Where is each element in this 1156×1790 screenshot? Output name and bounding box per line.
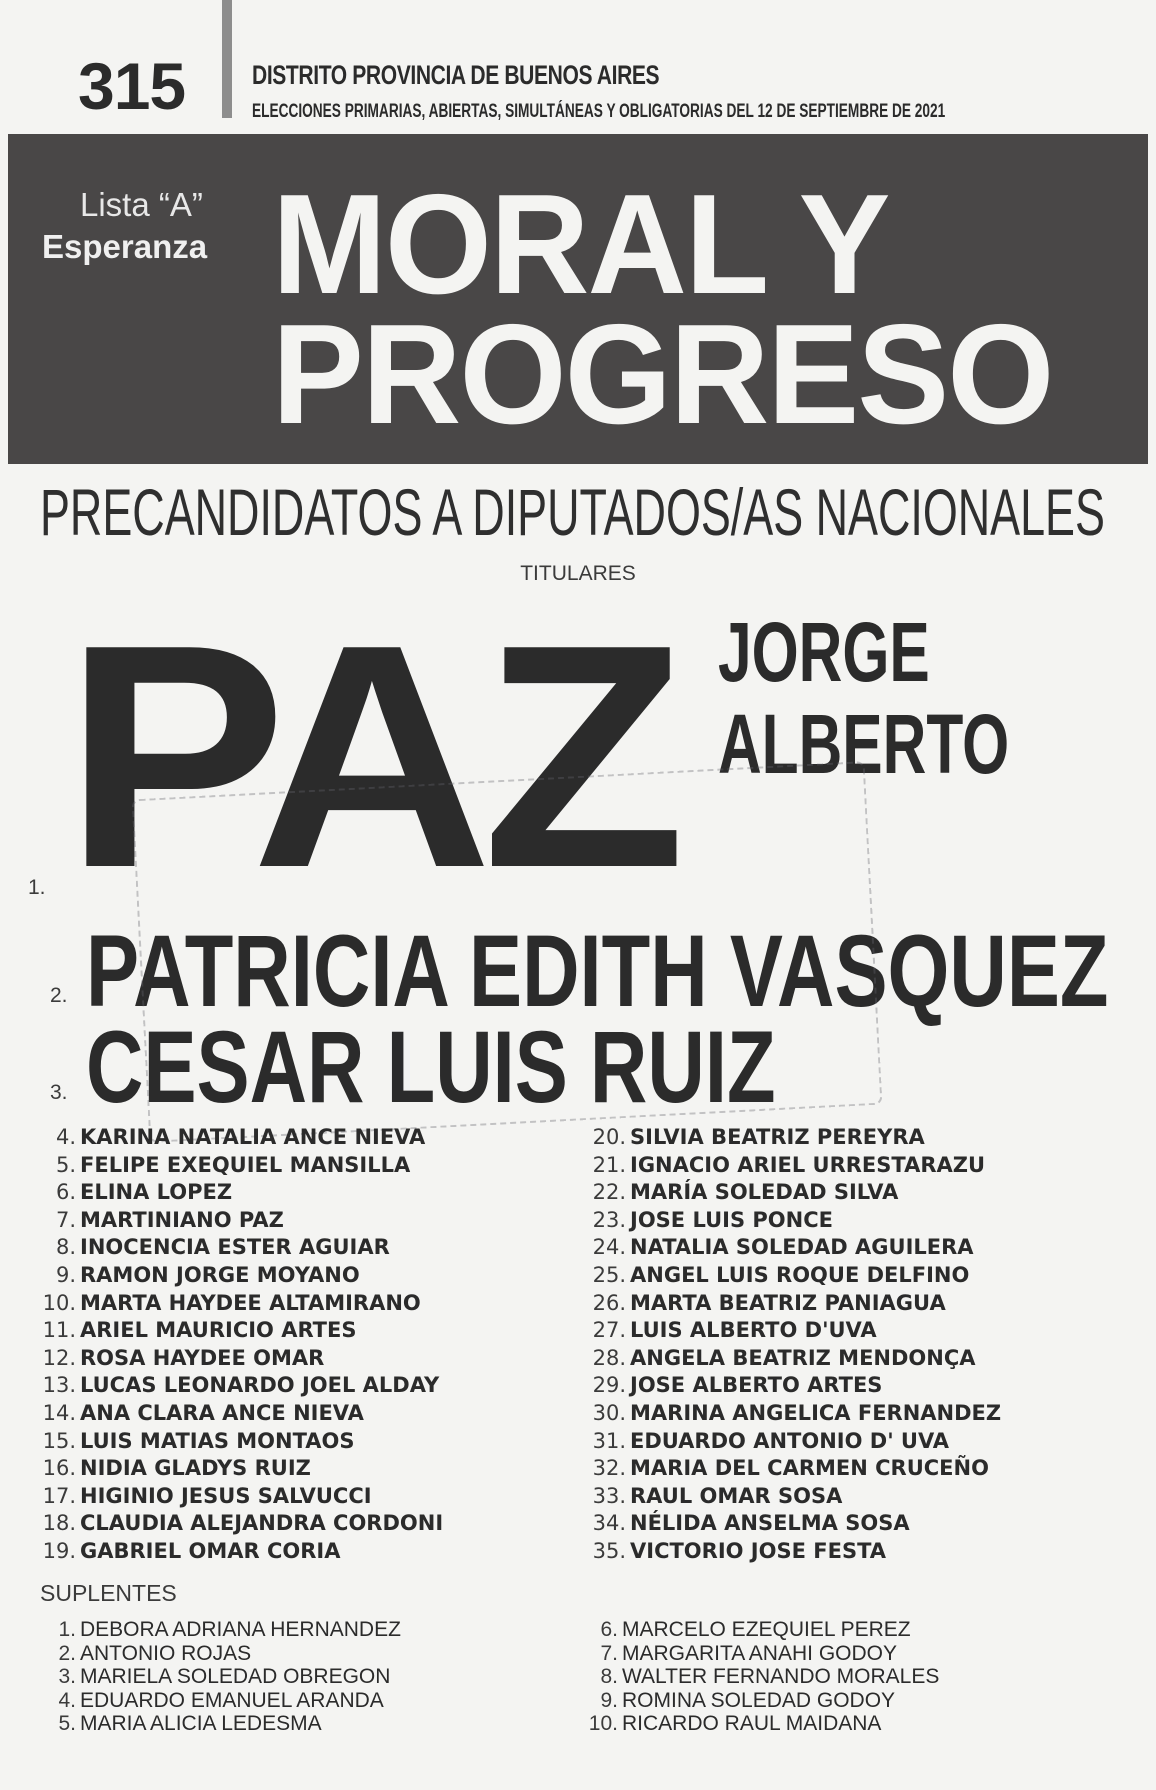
- list-item: [554, 1455, 1001, 1483]
- list-item-number: 10.: [42, 1290, 76, 1315]
- list-item-number: 2.: [58, 1641, 76, 1665]
- list-item-name: INOCENCIA ESTER AGUIAR: [80, 1235, 390, 1260]
- list-item-name: JOSE ALBERTO ARTES: [630, 1373, 883, 1398]
- list-item-number: 25.: [592, 1262, 626, 1287]
- list-item: [554, 1345, 1001, 1373]
- list-item-name: DEBORA ADRIANA HERNANDEZ: [80, 1618, 401, 1641]
- list-item-name: ANGELA BEATRIZ MENDONÇA: [630, 1345, 976, 1370]
- list-item: [554, 1262, 1001, 1290]
- list-item-name: MARIELA SOLEDAD OBREGON: [80, 1665, 391, 1688]
- list-item: [6, 1345, 443, 1373]
- list-item-name: RAUL OMAR SOSA: [630, 1483, 843, 1508]
- list-item: [6, 1124, 443, 1152]
- list-item-name: MARÍA SOLEDAD SILVA: [630, 1180, 899, 1205]
- list-item: [6, 1483, 443, 1511]
- list-item-name: LUIS MATIAS MONTAOS: [80, 1428, 355, 1453]
- list-item: [554, 1317, 1001, 1345]
- list-item: [548, 1642, 939, 1666]
- list-item-number: 33.: [592, 1483, 626, 1508]
- list-item: [554, 1510, 1001, 1538]
- list-item-number: 11.: [42, 1318, 76, 1343]
- list-item: [6, 1455, 443, 1483]
- list-item: [6, 1317, 443, 1345]
- list-item-name: SILVIA BEATRIZ PEREYRA: [630, 1125, 925, 1149]
- candidate-3-index: 3.: [50, 1081, 68, 1104]
- list-item-name: MARGARITA ANAHI GODOY: [622, 1641, 897, 1665]
- list-item-number: 31.: [592, 1428, 626, 1453]
- list-item: [554, 1207, 1001, 1235]
- list-item: [6, 1234, 443, 1262]
- list-item-number: 1.: [58, 1618, 76, 1641]
- list-item-name: FELIPE EXEQUIEL MANSILLA: [80, 1152, 411, 1177]
- list-item-number: 26.: [592, 1290, 626, 1315]
- candidate-1-given-line2: ALBERTO: [718, 697, 1010, 791]
- list-item-name: VICTORIO JOSE FESTA: [630, 1538, 887, 1563]
- list-item: [554, 1290, 1001, 1318]
- list-item-name: LUCAS LEONARDO JOEL ALDAY: [80, 1373, 440, 1398]
- list-item: [6, 1428, 443, 1456]
- list-item: [6, 1689, 401, 1713]
- list-item: [554, 1400, 1001, 1428]
- list-item-number: 5.: [55, 1152, 76, 1177]
- list-item-name: WALTER FERNANDO MORALES: [622, 1665, 940, 1688]
- list-item-number: 9.: [600, 1688, 618, 1712]
- suplentes-label: SUPLENTES: [40, 1580, 177, 1606]
- list-item-name: JOSE LUIS PONCE: [630, 1207, 833, 1232]
- list-item-name: MARIA ALICIA LEDESMA: [80, 1712, 322, 1735]
- list-item-number: 15.: [42, 1428, 76, 1453]
- list-item: [6, 1618, 401, 1642]
- list-item-number: 5.: [58, 1712, 76, 1735]
- list-item-number: 20.: [592, 1125, 626, 1149]
- list-item-number: 23.: [592, 1207, 626, 1232]
- list-item: [554, 1152, 1001, 1180]
- list-item-name: MARTINIANO PAZ: [80, 1207, 284, 1232]
- suplentes-list-left: [6, 1618, 401, 1736]
- list-item: [6, 1179, 443, 1207]
- list-item: [6, 1262, 443, 1290]
- election-title: ELECCIONES PRIMARIAS, ABIERTAS, SIMULTÁNEAS Y OBLIGATORIAS DEL 12 DE SEPTIEMBRE DE 2021: [252, 101, 946, 122]
- list-item-number: 29.: [592, 1373, 626, 1398]
- list-item-name: ARIEL MAURICIO ARTES: [80, 1318, 357, 1343]
- candidate-1-given-line1: JORGE: [718, 605, 930, 699]
- list-item: [6, 1372, 443, 1400]
- list-item-name: ANTONIO ROJAS: [80, 1641, 252, 1665]
- list-item: [6, 1712, 401, 1736]
- titulares-list-left: [6, 1124, 443, 1566]
- list-item-number: 21.: [592, 1152, 626, 1177]
- list-item-number: 7.: [600, 1641, 618, 1665]
- list-item-name: RICARDO RAUL MAIDANA: [622, 1712, 882, 1735]
- list-number: 315: [78, 49, 186, 123]
- list-item-number: 8.: [55, 1235, 76, 1260]
- list-item: [554, 1372, 1001, 1400]
- list-item-number: 4.: [55, 1125, 76, 1149]
- list-item: [554, 1234, 1001, 1262]
- suplentes-list-right: [548, 1618, 939, 1736]
- list-item: [554, 1179, 1001, 1207]
- list-item-number: 24.: [592, 1235, 626, 1260]
- lista-label: Lista “A”: [80, 186, 203, 223]
- list-item-number: 4.: [58, 1688, 76, 1712]
- list-item-name: ANA CLARA ANCE NIEVA: [80, 1400, 364, 1425]
- list-item: [6, 1538, 443, 1566]
- party-name-line2: PROGRESO: [272, 295, 1053, 454]
- list-item: [554, 1428, 1001, 1456]
- header-divider: [222, 0, 232, 118]
- district-title: DISTRITO PROVINCIA DE BUENOS AIRES: [252, 60, 660, 90]
- list-item: [548, 1712, 939, 1736]
- list-item-number: 16.: [42, 1456, 76, 1481]
- list-item-number: 12.: [42, 1345, 76, 1370]
- section-title: PRECANDIDATOS A DIPUTADOS/AS NACIONALES: [40, 475, 1105, 549]
- list-item-name: ROMINA SOLEDAD GODOY: [622, 1688, 896, 1712]
- list-item-number: 10.: [588, 1712, 618, 1735]
- list-item-name: LUIS ALBERTO D'UVA: [630, 1318, 877, 1343]
- list-item: [548, 1689, 939, 1713]
- list-item: [548, 1665, 939, 1689]
- list-item: [6, 1400, 443, 1428]
- list-item-number: 32.: [592, 1456, 626, 1481]
- list-item-number: 30.: [592, 1400, 626, 1425]
- list-item-number: 9.: [55, 1262, 76, 1287]
- list-item-name: MARIA DEL CARMEN CRUCEÑO: [630, 1456, 989, 1481]
- list-item-name: NATALIA SOLEDAD AGUILERA: [630, 1235, 974, 1260]
- candidate-1-index: 1.: [28, 876, 46, 899]
- list-item-number: 3.: [58, 1665, 76, 1688]
- list-item-number: 34.: [592, 1511, 626, 1536]
- list-item-name: KARINA NATALIA ANCE NIEVA: [80, 1125, 426, 1149]
- list-item-name: MARTA HAYDEE ALTAMIRANO: [80, 1290, 421, 1315]
- lista-name: Esperanza: [42, 228, 208, 265]
- list-item-name: HIGINIO JESUS SALVUCCI: [80, 1483, 372, 1508]
- list-item-number: 17.: [42, 1483, 76, 1508]
- list-item-number: 35.: [592, 1538, 626, 1563]
- list-item: [6, 1665, 401, 1689]
- list-item: [6, 1207, 443, 1235]
- list-item-name: ANGEL LUIS ROQUE DELFINO: [630, 1262, 970, 1287]
- list-item-number: 8.: [600, 1665, 618, 1688]
- titulares-list-right: [554, 1124, 1001, 1566]
- list-item-name: MARTA BEATRIZ PANIAGUA: [630, 1290, 946, 1315]
- list-item-number: 13.: [42, 1373, 76, 1398]
- list-item-name: MARINA ANGELICA FERNANDEZ: [630, 1400, 1002, 1425]
- party-name-line1: MORAL Y: [272, 165, 889, 324]
- list-item: [554, 1538, 1001, 1566]
- list-item-name: EDUARDO ANTONIO D' UVA: [630, 1428, 950, 1453]
- list-item-name: ROSA HAYDEE OMAR: [80, 1345, 325, 1370]
- list-item-number: 14.: [42, 1400, 76, 1425]
- list-item-name: EDUARDO EMANUEL ARANDA: [80, 1688, 384, 1712]
- list-item-name: MARCELO EZEQUIEL PEREZ: [622, 1618, 911, 1641]
- list-item: [6, 1152, 443, 1180]
- list-item: [6, 1290, 443, 1318]
- list-item-number: 7.: [55, 1207, 76, 1232]
- list-item-number: 19.: [42, 1538, 76, 1563]
- list-item-name: IGNACIO ARIEL URRESTARAZU: [630, 1152, 986, 1177]
- list-item-name: CLAUDIA ALEJANDRA CORDONI: [80, 1511, 444, 1536]
- candidate-1-surname: PAZ: [64, 579, 676, 934]
- list-item: [6, 1642, 401, 1666]
- titulares-label: TITULARES: [520, 562, 636, 585]
- list-item: [554, 1483, 1001, 1511]
- list-item-number: 22.: [592, 1180, 626, 1205]
- list-item-name: NIDIA GLADYS RUIZ: [80, 1456, 311, 1481]
- list-item-number: 28.: [592, 1345, 626, 1370]
- list-item: [554, 1124, 1001, 1152]
- list-item-name: ELINA LOPEZ: [80, 1180, 233, 1205]
- list-item-number: 18.: [42, 1511, 76, 1536]
- list-item-name: NÉLIDA ANSELMA SOSA: [630, 1511, 910, 1536]
- list-item: [548, 1618, 939, 1642]
- list-item-name: GABRIEL OMAR CORIA: [80, 1538, 341, 1563]
- candidate-3-name: CESAR LUIS RUIZ: [86, 1010, 776, 1124]
- list-item-name: RAMON JORGE MOYANO: [80, 1262, 360, 1287]
- list-item-number: 6.: [55, 1180, 76, 1205]
- list-item-number: 27.: [592, 1318, 626, 1343]
- candidate-2-name: PATRICIA EDITH VASQUEZ: [86, 914, 1109, 1028]
- list-item-number: 6.: [600, 1618, 618, 1641]
- candidate-2-index: 2.: [50, 984, 68, 1007]
- list-item: [6, 1510, 443, 1538]
